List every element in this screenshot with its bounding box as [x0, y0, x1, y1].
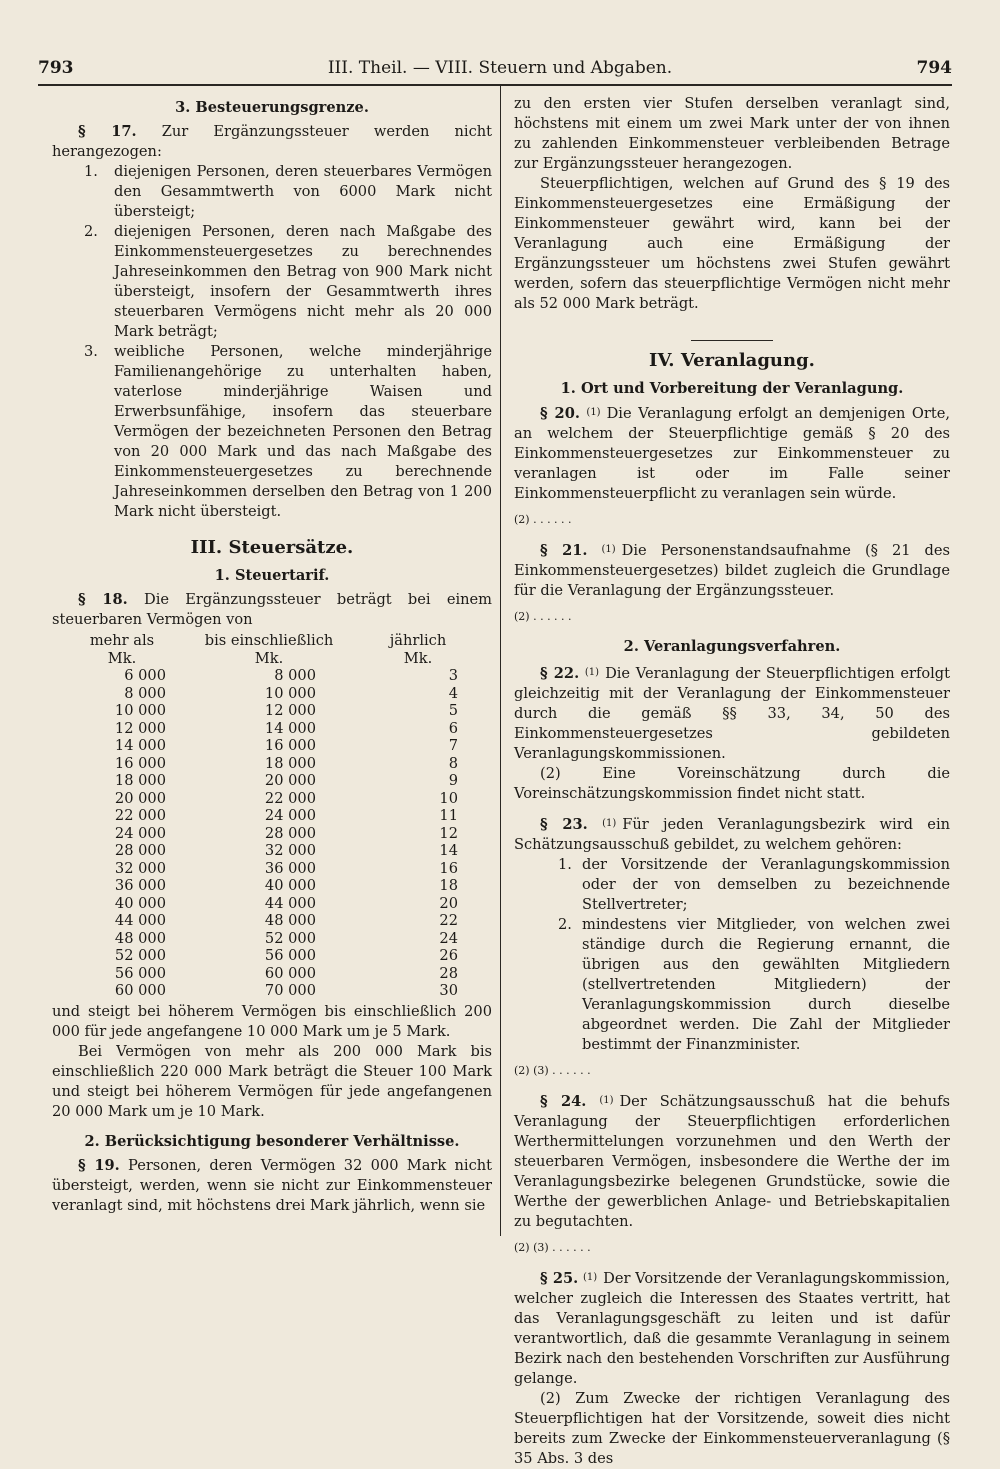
cell-up-to: 16 000	[264, 737, 316, 754]
cell-annual-tax: 8	[448, 754, 458, 772]
paragraph-23	[514, 814, 950, 855]
cell-more-than: 36 000	[114, 877, 166, 894]
table-row	[54, 877, 488, 895]
cell-annual-tax: 3	[448, 667, 458, 684]
section-heading-besteuerungsgrenze: 3. Besteuerungsgrenze.	[175, 99, 369, 116]
column-divider	[500, 86, 501, 1236]
subsection-marker: (1)	[601, 544, 616, 555]
cell-more-than: 32 000	[114, 859, 166, 877]
table-header-row	[54, 632, 488, 650]
cell-more-than: 48 000	[114, 929, 166, 947]
cell-annual-tax: 9	[448, 772, 458, 789]
cell-annual-tax: 20	[439, 894, 458, 912]
cell-annual-tax: 22	[439, 912, 458, 929]
table-row	[54, 790, 488, 808]
paragraph-number: § 17.	[78, 123, 137, 140]
paragraph-text: Zur Ergänzungssteuer werden nicht herangezogen:	[52, 123, 493, 160]
cell-up-to: 10 000	[264, 684, 316, 702]
list-number: 2.	[84, 223, 98, 240]
cell-annual-tax: 30	[439, 982, 458, 999]
exemption-list	[52, 162, 492, 522]
column-header: bis einschließlich	[204, 632, 334, 649]
table-row	[54, 755, 488, 773]
cell-up-to: 22 000	[264, 789, 316, 807]
table-continuation: und steigt bei höherem Vermögen bis einschließlich 200 000 für jede angefangene 10 000 Mark um je 5 Mark.	[52, 1002, 492, 1040]
list-number: 2.	[558, 916, 572, 933]
cell-annual-tax: 12	[439, 824, 458, 842]
cell-more-than: 56 000	[114, 964, 166, 982]
table-row	[54, 720, 488, 738]
list-number: 1.	[558, 856, 572, 873]
cell-annual-tax: 28	[439, 964, 458, 982]
list-item	[514, 915, 950, 1055]
table-row	[54, 982, 488, 1000]
paragraph-25	[514, 1268, 950, 1389]
table-continuation-2: Bei Vermögen von mehr als 200 000 Mark bis einschließlich 220 000 Mark beträgt die Steuer 100 Mark und steigt bei höherem Vermögen für jede angefangenen 20 000 Mark um je 10 Mark.	[52, 1042, 492, 1120]
section-divider	[691, 340, 773, 341]
list-number: 1.	[84, 163, 98, 180]
cell-annual-tax: 7	[448, 737, 458, 754]
paragraph-text: Der Schätzungsausschuß hat die behufs Veranlagung der Steuerpflichtigen erforderlichen Werthermittelungen vorzunehmen und den Werth der steuerbaren Vermögen, insbesondere die Werthe der im Veranlagungsbezirke belegenen Grundstücke, sowie die Werthe der gewerblichen Anlage- und Betriebskapitalien zu begutachten.	[514, 1093, 950, 1230]
paragraph-text: Die Veranlagung der Steuerpflichtigen erfolgt gleichzeitig mit der Veranlagung der Einkommensteuer durch die gemäß §§ 33, 34, 50 des Einkommensteuergesetzes gebildeten Veranlagungskommissionen.	[514, 665, 951, 762]
cell-more-than: 24 000	[114, 824, 166, 842]
table-row	[54, 860, 488, 878]
table-row	[54, 965, 488, 983]
cell-annual-tax: 18	[439, 877, 458, 894]
section-heading-besondere-verhaeltnisse: 2. Berücksichtigung besonderer Verhältnisse.	[84, 1132, 460, 1150]
column-header: mehr als	[89, 632, 155, 649]
list-text: diejenigen Personen, deren steuerbares Vermögen den Gesammtwerth von 6000 Mark nicht übersteigt;	[114, 163, 492, 220]
omitted-subsection: (2) . . . . . .	[514, 513, 572, 526]
column-header: jährlich	[389, 632, 447, 649]
section-heading-steuertarif: 1. Steuertarif.	[214, 567, 330, 584]
cell-up-to: 70 000	[264, 982, 316, 999]
cell-more-than: 16 000	[114, 754, 166, 772]
tax-rate-table	[54, 632, 488, 1000]
table-row	[54, 825, 488, 843]
cell-up-to: 18 000	[264, 754, 316, 772]
table-row	[54, 912, 488, 930]
paragraph-number: § 21.	[540, 542, 588, 559]
cell-more-than: 12 000	[114, 719, 166, 737]
cell-more-than: 8 000	[124, 684, 166, 702]
paragraph-22-second: (2) Eine Voreinschätzung durch die Voreinschätzungskommission findet nicht statt.	[514, 765, 950, 802]
cell-up-to: 12 000	[264, 702, 316, 719]
paragraph-21	[514, 540, 950, 601]
paragraph-text: Die Ergänzungssteuer beträgt bei einem steuerbaren Vermögen von	[52, 591, 492, 628]
subsection-marker: (1)	[584, 667, 600, 678]
running-title: III. Theil. — VIII. Steuern und Abgaben.	[327, 58, 673, 78]
subsection-marker: (1)	[602, 818, 617, 829]
column-unit: Mk.	[403, 649, 433, 667]
list-item	[514, 855, 950, 915]
table-body	[54, 667, 488, 1000]
cell-more-than: 22 000	[114, 807, 166, 824]
cell-up-to: 32 000	[264, 842, 316, 859]
cell-up-to: 60 000	[264, 964, 316, 982]
paragraph-number: § 22.	[540, 665, 580, 682]
part-heading-steuersaetze: III. Steuersätze.	[190, 537, 354, 558]
paragraph-19-continued: zu den ersten vier Stufen derselben veranlagt sind, höchstens mit einem um zwei Mark unter der von ihnen zu zahlenden Einkommensteuer verbleibenden Betrage zur Ergänzungssteuer herangezogen.	[514, 95, 950, 172]
paragraph-number: § 24.	[540, 1093, 587, 1110]
subsection-marker: (1)	[586, 407, 601, 418]
right-column	[514, 94, 950, 1469]
list-text: der Vorsitzende der Veranlagungskommission oder der von demselben zu bezeichnende Stellvertreter;	[582, 856, 950, 913]
cell-more-than: 44 000	[114, 912, 166, 929]
list-text: diejenigen Personen, deren nach Maßgabe des Einkommensteuergesetzes zu berechnendes Jahreseinkommen den Betrag von 900 Mark nicht übersteigt, insofern der Gesammtwerth ihres steuerbaren Vermögens nicht mehr als 20 000 Mark beträgt;	[114, 223, 492, 340]
cell-up-to: 28 000	[264, 824, 316, 842]
subsection-marker: (1)	[582, 1272, 598, 1283]
table-row	[54, 772, 488, 790]
list-text: weibliche Personen, welche minderjährige Familienangehörige zu unterhalten haben, vaterlose minderjährige Waisen und Erwerbsunfähige, insofern das steuerbare Vermögen der bezeichneten Personen den Betrag von 20 000 Mark und das nach Maßgabe des Einkommensteuergesetzes zu berechnende Jahreseinkommen derselben den Betrag von 1 200 Mark nicht übersteigt.	[114, 343, 492, 520]
committee-member-list	[514, 855, 950, 1055]
table-unit-row	[54, 650, 488, 668]
paragraph-number: § 20.	[540, 405, 580, 422]
cell-more-than: 14 000	[114, 737, 166, 754]
paragraph-text: Die Personenstandsaufnahme (§ 21 des Einkommensteuergesetzes) bildet zugleich die Grundlage für die Veranlagung der Ergänzungssteuer.	[514, 542, 950, 599]
cell-up-to: 40 000	[264, 877, 316, 894]
table-row	[54, 702, 488, 720]
running-header	[0, 52, 1000, 86]
table-row	[54, 842, 488, 860]
cell-annual-tax: 24	[439, 929, 458, 947]
paragraph-text: Personen, deren Vermögen 32 000 Mark nicht übersteigt, werden, wenn sie nicht zur Einkommensteuer veranlagt sind, mit höchstens drei Mark jährlich, wenn sie	[52, 1156, 493, 1214]
cell-up-to: 8 000	[274, 667, 316, 684]
paragraph-20	[514, 403, 950, 504]
paragraph-number: § 19.	[78, 1156, 120, 1174]
subsection-marker: (1)	[599, 1095, 614, 1106]
cell-annual-tax: 26	[439, 947, 458, 964]
part-heading-veranlagung: IV. Veranlagung.	[649, 350, 815, 371]
column-unit: Mk.	[254, 649, 284, 667]
cell-up-to: 36 000	[264, 859, 316, 877]
list-item	[52, 162, 492, 222]
page-number-right: 794	[916, 58, 952, 78]
cell-annual-tax: 11	[439, 807, 458, 824]
table-row	[54, 895, 488, 913]
omitted-subsection: (2) . . . . . .	[514, 610, 572, 623]
paragraph-17	[52, 122, 492, 162]
cell-more-than: 28 000	[114, 842, 166, 859]
section-heading-ort-vorbereitung: 1. Ort und Vorbereitung der Veranlagung.	[560, 380, 904, 397]
omitted-subsection: (2) (3) . . . . . .	[514, 1064, 591, 1077]
list-item	[52, 342, 492, 522]
table-row	[54, 930, 488, 948]
paragraph-19-second: Steuerpflichtigen, welchen auf Grund des § 19 des Einkommensteuergesetzes eine Ermäßigung der Einkommensteuer gewährt wird, kann bei der Veranlagung auch eine Ermäßigung der Ergänzungssteuer um höchstens zwei Stufen gewährt werden, sofern das steuerpflichtige Vermögen nicht mehr als 52 000 Mark beträgt.	[514, 175, 950, 312]
cell-up-to: 52 000	[264, 929, 316, 947]
paragraph-number: § 18.	[78, 591, 128, 608]
paragraph-22	[514, 663, 950, 764]
cell-annual-tax: 10	[439, 789, 458, 807]
cell-annual-tax: 16	[439, 859, 458, 877]
header-rule	[38, 84, 952, 86]
cell-more-than: 6 000	[124, 667, 166, 684]
cell-up-to: 14 000	[264, 719, 316, 737]
cell-more-than: 18 000	[114, 772, 166, 789]
list-item	[52, 222, 492, 342]
cell-up-to: 20 000	[264, 772, 316, 789]
cell-more-than: 20 000	[114, 789, 166, 807]
list-text: mindestens vier Mitglieder, von welchen zwei ständige durch die Regierung ernannt, die übrigen aus den gewählten Mitgliedern (stellvertretenden Mitgliedern) der Veranlagungskommission durch dieselbe abgeordnet werden. Die Zahl der Mitglieder bestimmt der Finanzminister.	[582, 916, 950, 1053]
left-column	[52, 94, 492, 1216]
cell-annual-tax: 14	[439, 842, 458, 859]
table-row	[54, 685, 488, 703]
column-unit: Mk.	[107, 649, 137, 667]
cell-annual-tax: 4	[448, 684, 458, 702]
cell-up-to: 24 000	[264, 807, 316, 824]
paragraph-19	[52, 1156, 492, 1216]
paragraph-text: Für jeden Veranlagungsbezirk wird ein Schätzungsausschuß gebildet, zu welchem gehören:	[514, 816, 951, 853]
cell-annual-tax: 5	[448, 702, 458, 719]
cell-more-than: 40 000	[114, 894, 166, 912]
omitted-subsection: (2) (3) . . . . . .	[514, 1241, 591, 1254]
table-row	[54, 807, 488, 825]
page-number-left: 793	[38, 58, 74, 78]
cell-up-to: 44 000	[264, 894, 316, 912]
paragraph-text: Die Veranlagung erfolgt an demjenigen Orte, an welchem der Steuerpflichtige gemäß § 20 des Einkommensteuergesetzes zur Einkommensteuer zu veranlagen ist oder im Falle seiner Einkommensteuerpflicht zu veranlagen sein würde.	[514, 405, 950, 502]
paragraph-18	[52, 590, 492, 630]
table-row	[54, 947, 488, 965]
paragraph-number: § 25.	[540, 1270, 579, 1287]
paragraph-number: § 23.	[540, 816, 588, 833]
table-row	[54, 737, 488, 755]
paragraph-24	[514, 1091, 950, 1232]
cell-annual-tax: 6	[448, 719, 458, 737]
cell-up-to: 56 000	[264, 947, 316, 964]
cell-more-than: 10 000	[114, 702, 166, 719]
cell-up-to: 48 000	[264, 912, 316, 929]
cell-more-than: 60 000	[114, 982, 166, 999]
table-row	[54, 667, 488, 685]
section-heading-veranlagungsverfahren: 2. Veranlagungsverfahren.	[623, 638, 841, 655]
paragraph-25-second: (2) Zum Zwecke der richtigen Veranlagung des Steuerpflichtigen hat der Vorsitzende, soweit dies nicht bereits zum Zwecke der Einkommensteuerveranlagung (§ 35 Abs. 3 des	[514, 1390, 950, 1467]
cell-more-than: 52 000	[114, 947, 166, 964]
list-number: 3.	[84, 343, 98, 360]
paragraph-text: Der Vorsitzende der Veranlagungskommission, welcher zugleich die Interessen des Staates vertritt, hat das Veranlagungsgeschäft zu leiten und ist dafür verantwortlich, daß die gesammte Veranlagung in seinem Bezirk nach den bestehenden Vorschriften zur Ausführung gelange.	[514, 1270, 950, 1387]
